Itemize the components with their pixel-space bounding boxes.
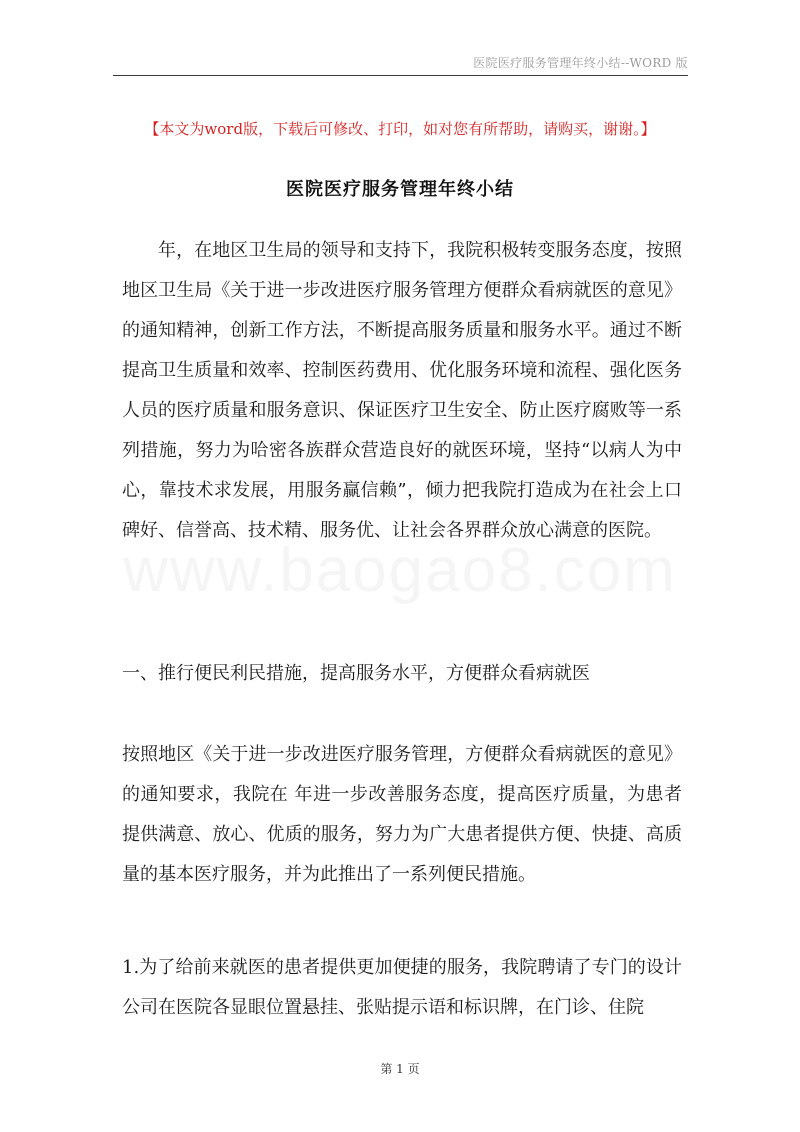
list-item-1: 1.为了给前来就医的患者提供更加便捷的服务，我院聘请了专门的设计公司在医院各显眼位置悬挂、张贴提示语和标识牌，在门诊、住院 — [122, 957, 682, 1018]
running-header: 医院医疗服务管理年终小结--WORD 版 — [473, 56, 688, 70]
section-1-paragraph: 按照地区《关于进一步改进医疗服务管理，方便群众看病就医的意见》的通知要求，我院在 年进一步改善服务态度，提高医疗质量，为患者提供满意、放心、优质的服务，努力为广大患者提供方便、快捷、高质量的基本医疗服务，并为此推出了一系列便民措施。 — [122, 744, 682, 885]
header-divider — [113, 75, 688, 76]
purchase-notice: 【本文为word版，下载后可修改、打印，如对您有所帮助，请购买，谢谢。】 — [144, 120, 656, 138]
intro-paragraph: 年，在地区卫生局的领导和支持下，我院积极转变服务态度，按照地区卫生局《关于进一步改进医疗服务管理方便群众看病就医的意见》的通知精神，创新工作方法，不断提高服务质量和服务水平。通过不断提高卫生质量和效率、控制医药费用、优化服务环境和流程、强化医务人员的医疗质量和服务意识、保证医疗卫生安全、防止医疗腐败等一系列措施，努力为哈密各族群众营造良好的就医环境，坚持“以病人为中心，靠技术求发展，用服务赢信赖”，倾力把我院打造成为在社会上口碑好、信誉高、技术精、服务优、让社会各界群众放心满意的医院。 — [122, 240, 682, 541]
page-number: 第 1 页 — [380, 1062, 420, 1076]
watermark: www.baogao8.com — [123, 536, 677, 605]
document-title: 医院医疗服务管理年终小结 — [286, 179, 514, 200]
section-heading-1: 一、推行便民利民措施，提高服务水平，方便群众看病就医 — [122, 663, 590, 684]
